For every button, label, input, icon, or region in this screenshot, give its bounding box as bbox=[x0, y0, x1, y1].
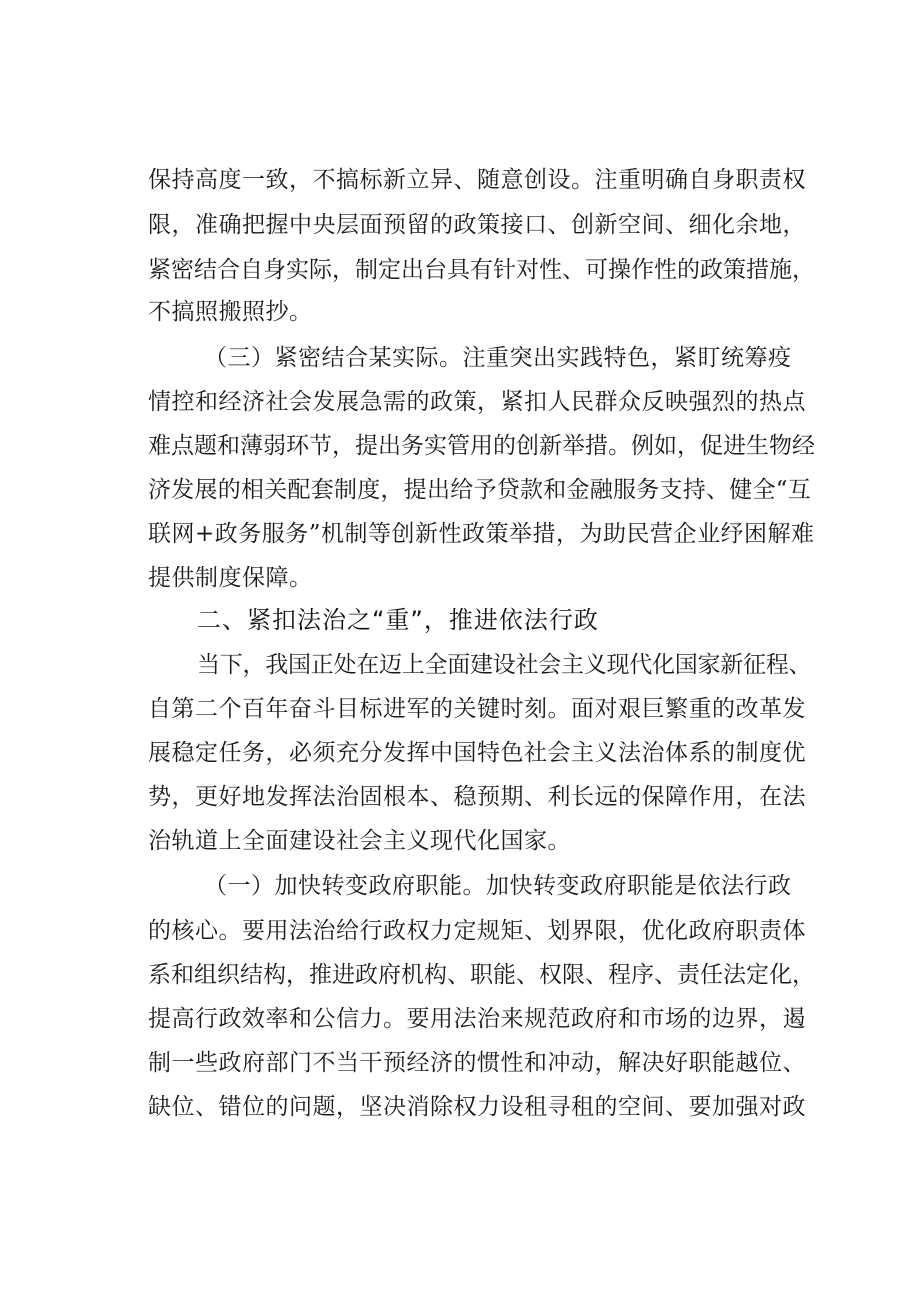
paragraph-2-line-5: 联网+政务服务”机制等创新性政策举措，为助民营企业纾困解难 bbox=[148, 521, 815, 547]
paragraph-4-line-5: 制一些政府部门不当干预经济的惯性和冲动，解决好职能越位、 bbox=[148, 1050, 806, 1076]
paragraph-3-line-1: 当下，我国正处在迈上全面建设社会主义现代化国家新征程、 bbox=[197, 652, 812, 678]
paragraph-2-line-4: 济发展的相关配套制度，提出给予贷款和金融服务支持、健全“互 bbox=[148, 477, 812, 503]
paragraph-4-line-3: 系和组织结构，推进政府机构、职能、权限、程序、责任法定化， bbox=[148, 962, 815, 988]
paragraph-4-line-1: （一）加快转变政府职能。加快转变政府职能是依法行政 bbox=[204, 873, 792, 899]
paragraph-4-line-2: 的核心。要用法治给行政权力定规矩、划界限，优化政府职责体 bbox=[148, 918, 806, 944]
paragraph-2-line-3: 难点题和薄弱环节，提出务实管用的创新举措。例如，促进生物经 bbox=[148, 433, 815, 459]
paragraph-3-line-4: 势，更好地发挥法治固根本、稳预期、利长远的保障作用，在法 bbox=[148, 784, 806, 810]
paragraph-2-line-1: （三）紧密结合某实际。注重突出实践特色，紧盯统筹疫 bbox=[204, 345, 792, 371]
paragraph-1-line-1: 保持高度一致，不搞标新立异、随意创设。注重明确自身职责权 bbox=[148, 167, 806, 193]
section-heading: 二、紧扣法治之“重”，推进依法行政 bbox=[197, 606, 599, 634]
paragraph-2-line-6: 提供制度保障。 bbox=[148, 565, 313, 591]
paragraph-1-line-2: 限，准确把握中央层面预留的政策接口、创新空间、细化余地， bbox=[148, 212, 806, 238]
paragraph-1-line-3: 紧密结合自身实际，制定出台具有针对性、可操作性的政策措施， bbox=[148, 257, 815, 283]
paragraph-3-line-3: 展稳定任务，必须充分发挥中国特色社会主义法治体系的制度优 bbox=[148, 740, 806, 766]
paragraph-4-line-4: 提高行政效率和公信力。要用法治来规范政府和市场的边界，遏 bbox=[148, 1006, 806, 1032]
paragraph-3-line-2: 自第二个百年奋斗目标进军的关键时刻。面对艰巨繁重的改革发 bbox=[148, 696, 806, 722]
paragraph-4-line-6: 缺位、错位的问题，坚决消除权力设租寻租的空间、要加强对政 bbox=[148, 1094, 806, 1120]
paragraph-3-line-5: 治轨道上全面建设社会主义现代化国家。 bbox=[148, 828, 571, 854]
paragraph-2-line-2: 情控和经济社会发展急需的政策，紧扣人民群众反映强烈的热点 bbox=[148, 389, 806, 415]
paragraph-1-line-4: 不搞照搬照抄。 bbox=[148, 299, 313, 325]
